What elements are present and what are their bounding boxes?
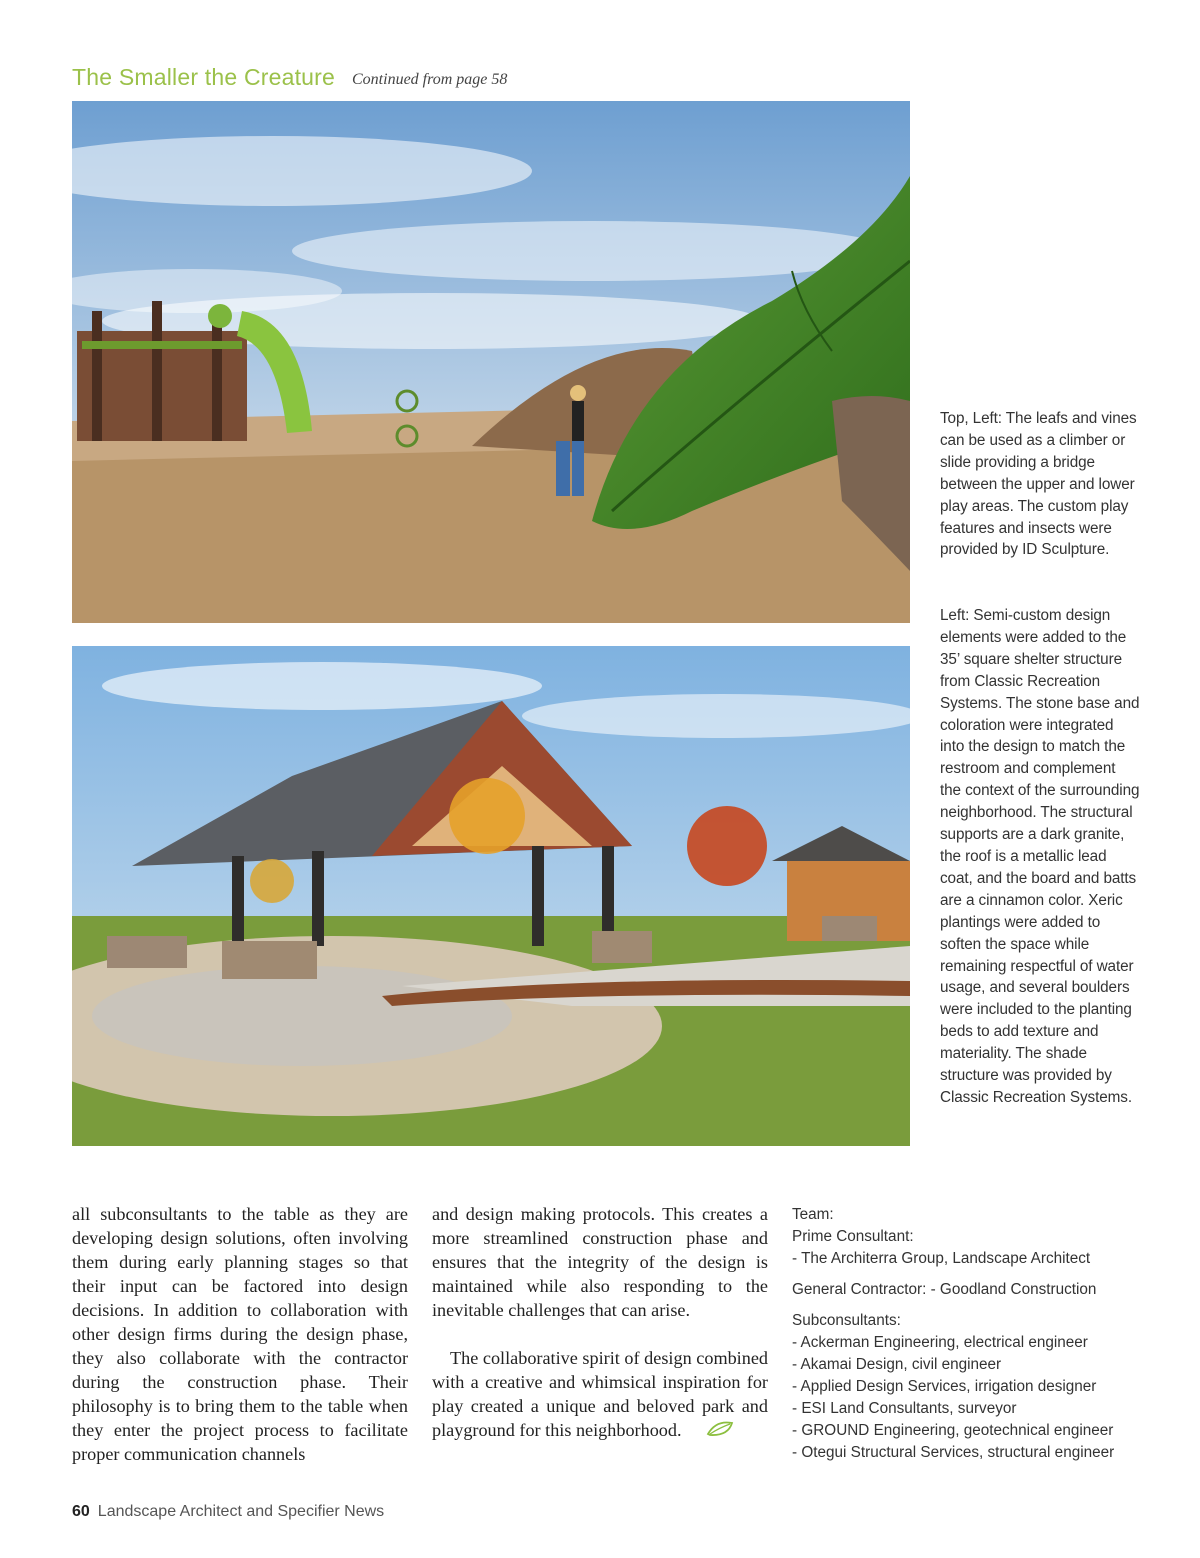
prime-consultant: - The Architerra Group, Landscape Architect xyxy=(792,1250,1091,1267)
closing-text: The collaborative spirit of design combined with a creative and whimsical inspiration for play created a unique and beloved park and playground for this neighborhood. xyxy=(432,1348,768,1440)
photo-caption-bottom: Left: Semi-custom design elements were added to the 35’ square shelter structure from Classic Recreation Systems. The stone base and coloration were integrated into the design to match the restroom and complement the context of the surrounding neighborhood. The structural supports are a dark granite, the roof is a metallic lead coat, and the board and batts are a cinnamon color. Xeric plantings were added to soften the space while remaining respectful of water usage, and several boulders were included to the planting beds to add texture and materiality. The shade structure was provided by Classic Recreation Systems. xyxy=(940,607,1140,1106)
subconsultant-item: - Ackerman Engineering, electrical engineer xyxy=(792,1334,1088,1351)
body-paragraph-closing xyxy=(432,1346,768,1444)
subconsultant-item: - Otegui Structural Services, structural engineer xyxy=(792,1444,1115,1461)
team-credits xyxy=(792,1204,1132,1464)
subconsultant-item: - GROUND Engineering, geotechnical engineer xyxy=(792,1422,1114,1439)
subconsultant-item: - Applied Design Services, irrigation designer xyxy=(792,1378,1097,1395)
general-contractor: General Contractor: - Goodland Construction xyxy=(792,1281,1097,1298)
body-column-2 xyxy=(432,1202,768,1444)
body-paragraph: all subconsultants to the table as they are developing design solutions, often involving them during early planning stages so that their input can be factored into design decisions. In addition to collaboration with other design firms during the design phase, they also collaborate with the contractor during the construction phase. Their philosophy is to bring them to the table when they enter the project process to facilitate proper communication channels xyxy=(72,1204,408,1464)
publication-name: Landscape Architect and Specifier News xyxy=(97,1503,385,1520)
page-number: 60 xyxy=(72,1503,90,1520)
subconsultant-item: - ESI Land Consultants, surveyor xyxy=(792,1400,1017,1417)
page-footer xyxy=(72,1503,384,1521)
article-title: The Smaller the Creature xyxy=(72,64,336,90)
shelter-photo xyxy=(72,646,910,1146)
leaf-end-mark-icon xyxy=(688,1420,734,1444)
body-column-1 xyxy=(72,1202,408,1466)
playground-leaf-photo xyxy=(72,101,910,623)
subconsultant-item: - Akamai Design, civil engineer xyxy=(792,1356,1002,1373)
continued-note: Continued from page 58 xyxy=(352,71,508,88)
team-heading: Team: xyxy=(792,1206,834,1223)
photo-caption-top: Top, Left: The leafs and vines can be used as a climber or slide providing a bridge between the upper and lower play areas. The custom play features and insects were provided by ID Sculpture. xyxy=(940,410,1137,559)
prime-consultant-label: Prime Consultant: xyxy=(792,1228,914,1245)
body-paragraph: and design making protocols. This creates a more streamlined construction phase and ensures that the integrity of the design is maintained while also responding to the inevitable challenges that can arise. xyxy=(432,1204,768,1320)
subconsultants-label: Subconsultants: xyxy=(792,1312,901,1329)
